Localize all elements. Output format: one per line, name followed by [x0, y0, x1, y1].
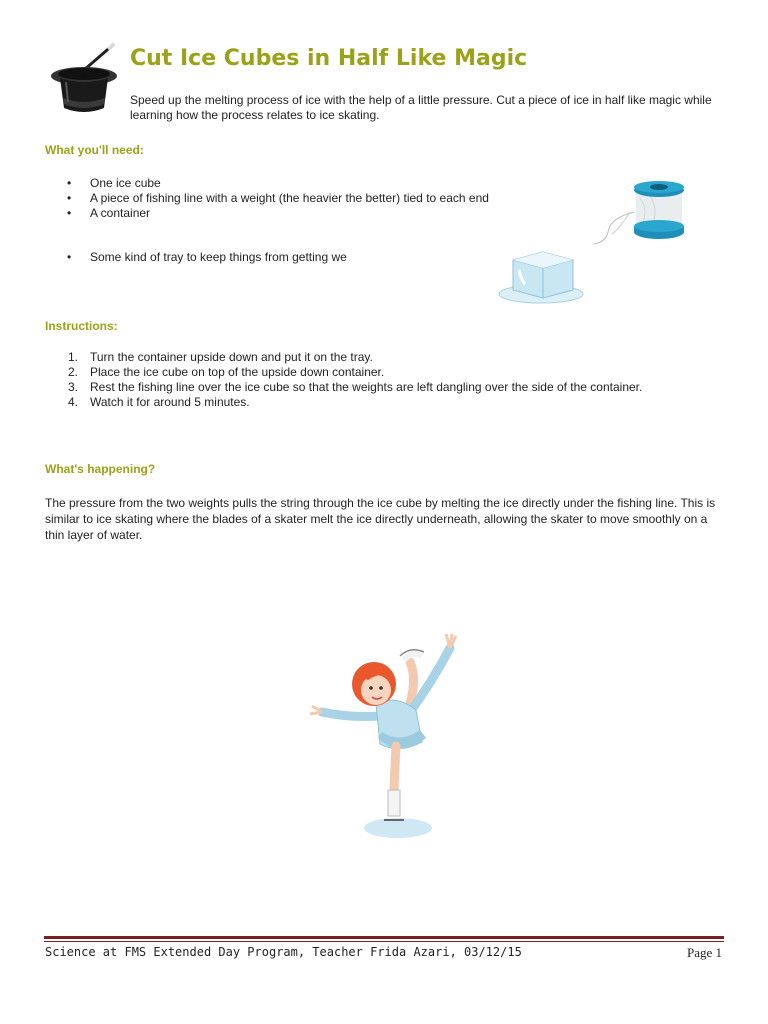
- footer-rule: [44, 941, 724, 942]
- instructions-heading: Instructions:: [45, 319, 118, 333]
- step-number: 2.: [68, 365, 79, 379]
- page-number: Page 1: [686, 945, 722, 960]
- list-item: • One ice cube: [45, 176, 489, 191]
- needs-heading: What you'll need:: [45, 143, 144, 157]
- list-item: [45, 395, 642, 410]
- happening-paragraph: The pressure from the two weights pulls the string through the ice cube by melting the ice directly under the fishing line. This is similar to ice skating where the blades of a skater melt the ice directly underneath, allowing the skater to move smoothly on a thin layer of water.: [45, 496, 716, 542]
- list-item: • A container: [45, 206, 489, 221]
- fishing-line-spool-icon: [590, 178, 690, 248]
- step-number: 1.: [68, 350, 79, 364]
- magic-hat-icon: [48, 40, 120, 114]
- step-number: 4.: [68, 395, 79, 409]
- list-item: [45, 365, 642, 380]
- happening-heading: What's happening?: [45, 462, 156, 476]
- step-text: Place the ice cube on top of the upside down container.: [90, 365, 385, 379]
- ice-skater-illustration: [300, 620, 470, 850]
- intro-paragraph: Speed up the melting process of ice with the help of a little pressure. Cut a piece of ice in half like magic while learning how the process relates to ice skating.: [130, 93, 712, 122]
- list-item: • Some kind of tray to keep things from getting we: [45, 250, 347, 265]
- list-item: • A piece of fishing line with a weight (the heavier the better) tied to each end: [45, 191, 489, 206]
- footer-rule: [44, 936, 724, 939]
- step-number: 3.: [68, 380, 79, 394]
- step-text: Watch it for around 5 minutes.: [90, 395, 250, 409]
- instructions-list: [45, 350, 642, 410]
- list-item: [45, 380, 642, 395]
- list-item: [45, 350, 642, 365]
- ice-cube-icon: [495, 240, 587, 306]
- step-text: Turn the container upside down and put it on the tray.: [90, 350, 373, 364]
- needs-list-extra: [45, 250, 347, 265]
- needs-list: [45, 176, 489, 221]
- page-title: Cut Ice Cubes in Half Like Magic: [130, 46, 528, 71]
- footer-text: Science at FMS Extended Day Program, Teacher Frida Azari, 03/12/15: [45, 945, 522, 959]
- step-text: Rest the fishing line over the ice cube so that the weights are left dangling over the side of the container.: [90, 380, 643, 394]
